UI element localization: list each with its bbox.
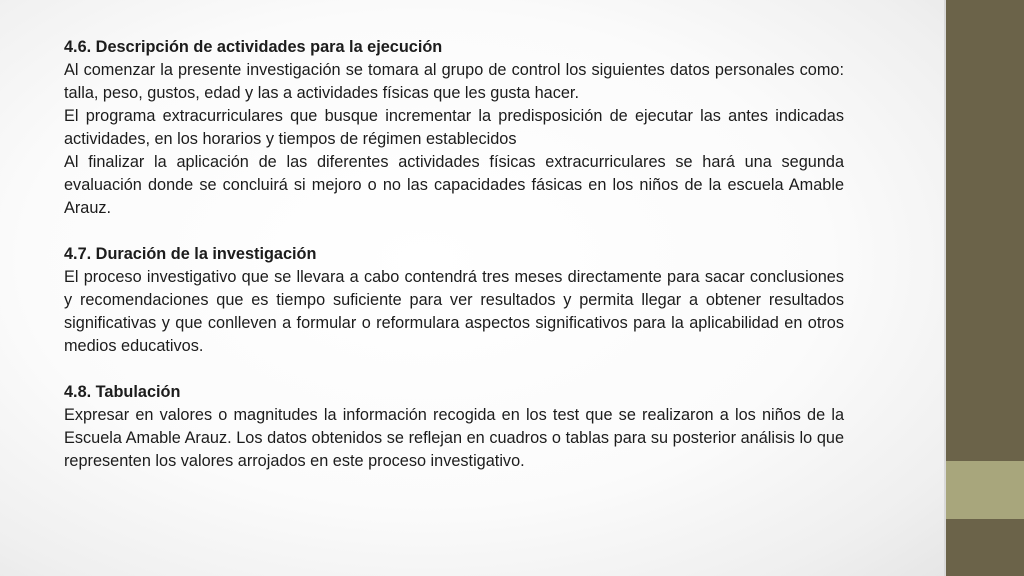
- section-heading-tabulation: 4.8. Tabulación: [64, 383, 181, 401]
- sidebar-dark-band-top: [946, 0, 1024, 461]
- paragraph-duration-1: El proceso investigativo que se llevara a cabo contendrá tres meses directamente para sacar conclusiones y recomendaciones que es tiempo suficiente para ver resultados y permita llegar a obtener resultados significativas y que conlleven a formular o reformulara aspectos significativos para la aplicabilidad en otros medios educativos.: [64, 268, 844, 355]
- paragraph-tabulation-1: Expresar en valores o magnitudes la información recogida en los test que se realizaron a los niños de la Escuela Amable Arauz. Los datos obtenidos se reflejan en cuadros o tablas para su posterior análisis lo que representen los valores arrojados en este proceso investigativo.: [64, 406, 844, 470]
- slide-text-body: [64, 36, 844, 473]
- spacer: [64, 220, 844, 243]
- sidebar-dark-band-bottom: [946, 519, 1024, 576]
- paragraph-activities-2: El programa extracurriculares que busque incrementar la predisposición de ejecutar las antes indicadas actividades, en los horarios y tiempos de régimen establecidos: [64, 107, 844, 148]
- paragraph-activities-1: Al comenzar la presente investigación se tomara al grupo de control los siguientes datos personales como: talla, peso, gustos, edad y las a actividades físicas que les gusta hacer.: [64, 61, 844, 102]
- section-heading-activities: 4.6. Descripción de actividades para la ejecución: [64, 38, 443, 56]
- sidebar-accent-band: [946, 461, 1024, 519]
- paragraph-activities-3: Al finalizar la aplicación de las diferentes actividades físicas extracurriculares se hará una segunda evaluación donde se concluirá si mejoro o no las capacidades fásicas en los niños de la escuela Amable Arauz.: [64, 153, 844, 217]
- spacer: [64, 358, 844, 381]
- section-heading-duration: 4.7. Duración de la investigación: [64, 245, 317, 263]
